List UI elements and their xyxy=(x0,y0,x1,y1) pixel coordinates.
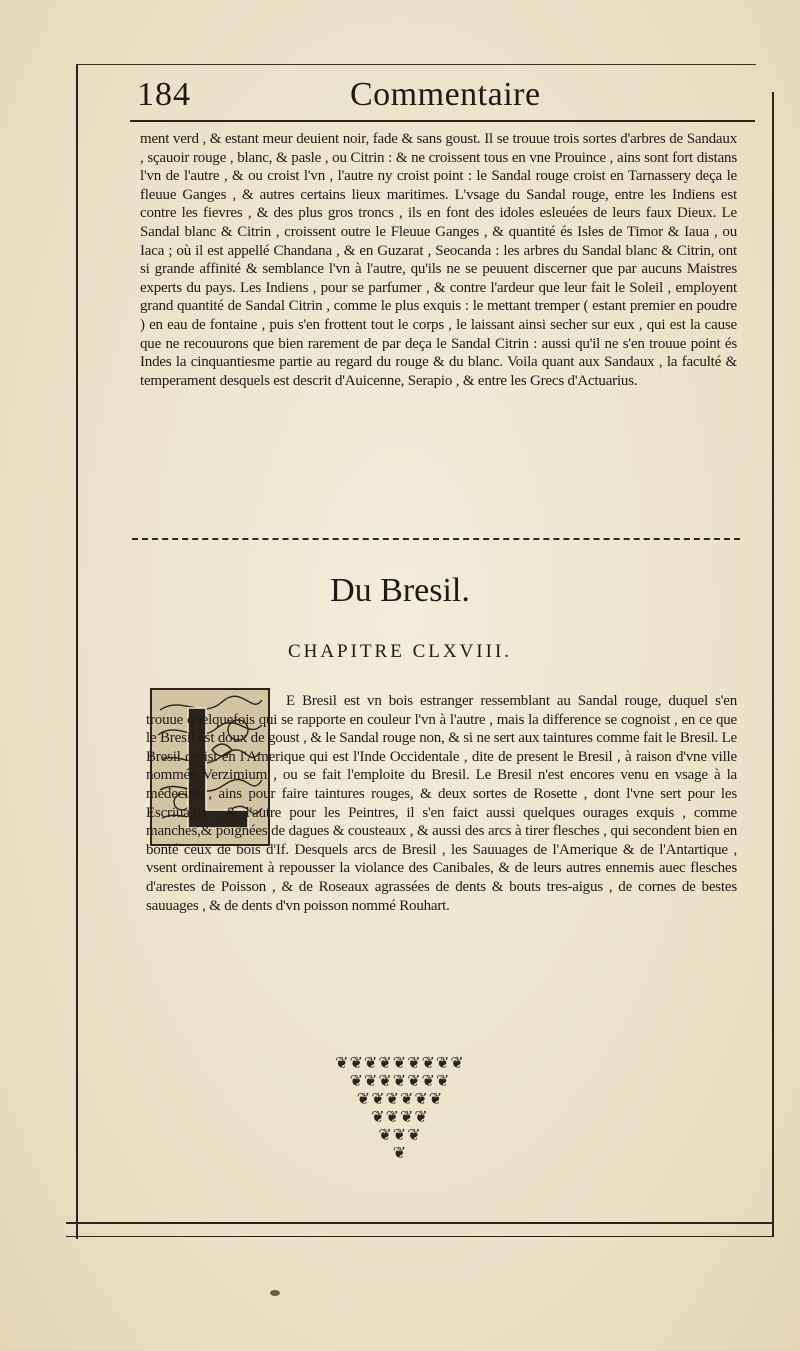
page-frame-bottom xyxy=(66,1222,772,1224)
chapter-paragraph: E Bresil est vn bois estranger ressemblant au Sandal rouge, duquel s'en trouue quelquefois qui se rapporte en couleur l'vn à l'autre , mais la difference se cognoist , en ce que le Bresil est doux de goust , & le Sandal rouge non, & si ne sert aux taintures comme fait le Bresil. Le Bresil croist en l'Amerique qui est l'Inde Occidentale , dite de present le Bresil , à raison d'vne ville nommée Verzimium , ou se fait l'emploite du Bresil. Le Bresil n'est encores venu en vsage à la medecine , ains pour faire taintures rouges, & deux sortes de Rosette , dont l'vne sert pour les Escriuains , & l'autre pour les Peintres, il s'en faict aussi quelques ourages exquis , comme manches,& poignées de dagues & cousteaux , & aussi des arcs à tirer flesches , qui secondent bien en bonté ceux de bois d'If. Desquels arcs de Bresil , les Sauuages de l'Amerique & de l'Antartique , vsent ordinairement à repousser la violance des Canibales, & de leurs autres ennemis auec flesches d'arestes de Poisson , & de Roseaux agrassées de dents & bouts tres-aigus , de cornes de bestes sauuages , & de dents d'vn poisson nommé Rouhart. xyxy=(146,693,737,914)
fleuron-row: ❦❦❦❦❦❦❦ xyxy=(349,1073,451,1090)
tailpiece-fleuron-icon xyxy=(0,1055,800,1163)
section-divider xyxy=(132,538,740,540)
page-frame-bottom-inner xyxy=(66,1236,772,1237)
fleuron-row: ❦❦❦❦❦❦ xyxy=(356,1091,444,1108)
running-head: Commentaire xyxy=(350,76,541,113)
continuation-paragraph: ment verd , & estant meur deuient noir, fade & sans goust. Il se trouue trois sortes d'arbres de Sandaux , sçauoir rouge , blanc, & pasle , ou Citrin : & ne croissent tous en vne Prouince , ains sont fort distans l'vn de l'autre , & ou croist l'vn , l'autre ny croist point : le Sandal rouge croist en Tarnassery deça le fleuue Ganges , & autres certains lieux maritimes. L'vsage du Sandal rouge, entre les Indiens est contre les fievres , & des plus gros troncs , ils en font des idoles esleuées de leurs faux Dieux. Le Sandal blanc & Citrin , croissent outre le Fleuue Ganges , & quantité és Isles de Timor & Iaua , ou Iaca ; où il est appellé Chandana , & en Guzarat , Seocanda : les arbres du Sandal blanc & Citrin, ont si grande affinité & semblance l'vn à l'autre, qu'ils ne se peuuent discerner que par aucuns Maistres experts du pays. Les Indiens , pour se parfumer , & contre l'ardeur que leur fait le Soleil , employent grand quantité de Sandal Citrin , comme le plus exquis : le mettant tremper ( estant premier en poudre ) en eau de fontaine , puis s'en frottent tout le corps , le laissant ainsi secher sur eux , qui est la cause que ne recouurons que bien rarement de par deça le Sandal Citrin : aussi qu'il ne s'en trouue point és Indes la cinquantiesme partie au regard du rouge & du blanc. Voila quant aux Sandaux , la faculté & temperament desquels est descrit d'Auicenne, Serapio , & entre les Grecs d'Actuarius. xyxy=(140,131,737,389)
fleuron-row: ❦❦❦❦❦❦❦❦❦ xyxy=(335,1055,465,1072)
page-frame-top xyxy=(76,64,756,65)
fleuron-row: ❦❦❦ xyxy=(378,1127,422,1144)
chapter-label: CHAPITRE CLXVIII. xyxy=(287,641,513,662)
chapter-title: Du Bresil. xyxy=(330,572,470,609)
page-number: 184 xyxy=(137,76,191,113)
fleuron-row: ❦ xyxy=(392,1145,408,1162)
fleuron-row: ❦❦❦❦ xyxy=(371,1109,429,1126)
paper-spot xyxy=(270,1290,280,1296)
header-rule xyxy=(130,120,755,122)
